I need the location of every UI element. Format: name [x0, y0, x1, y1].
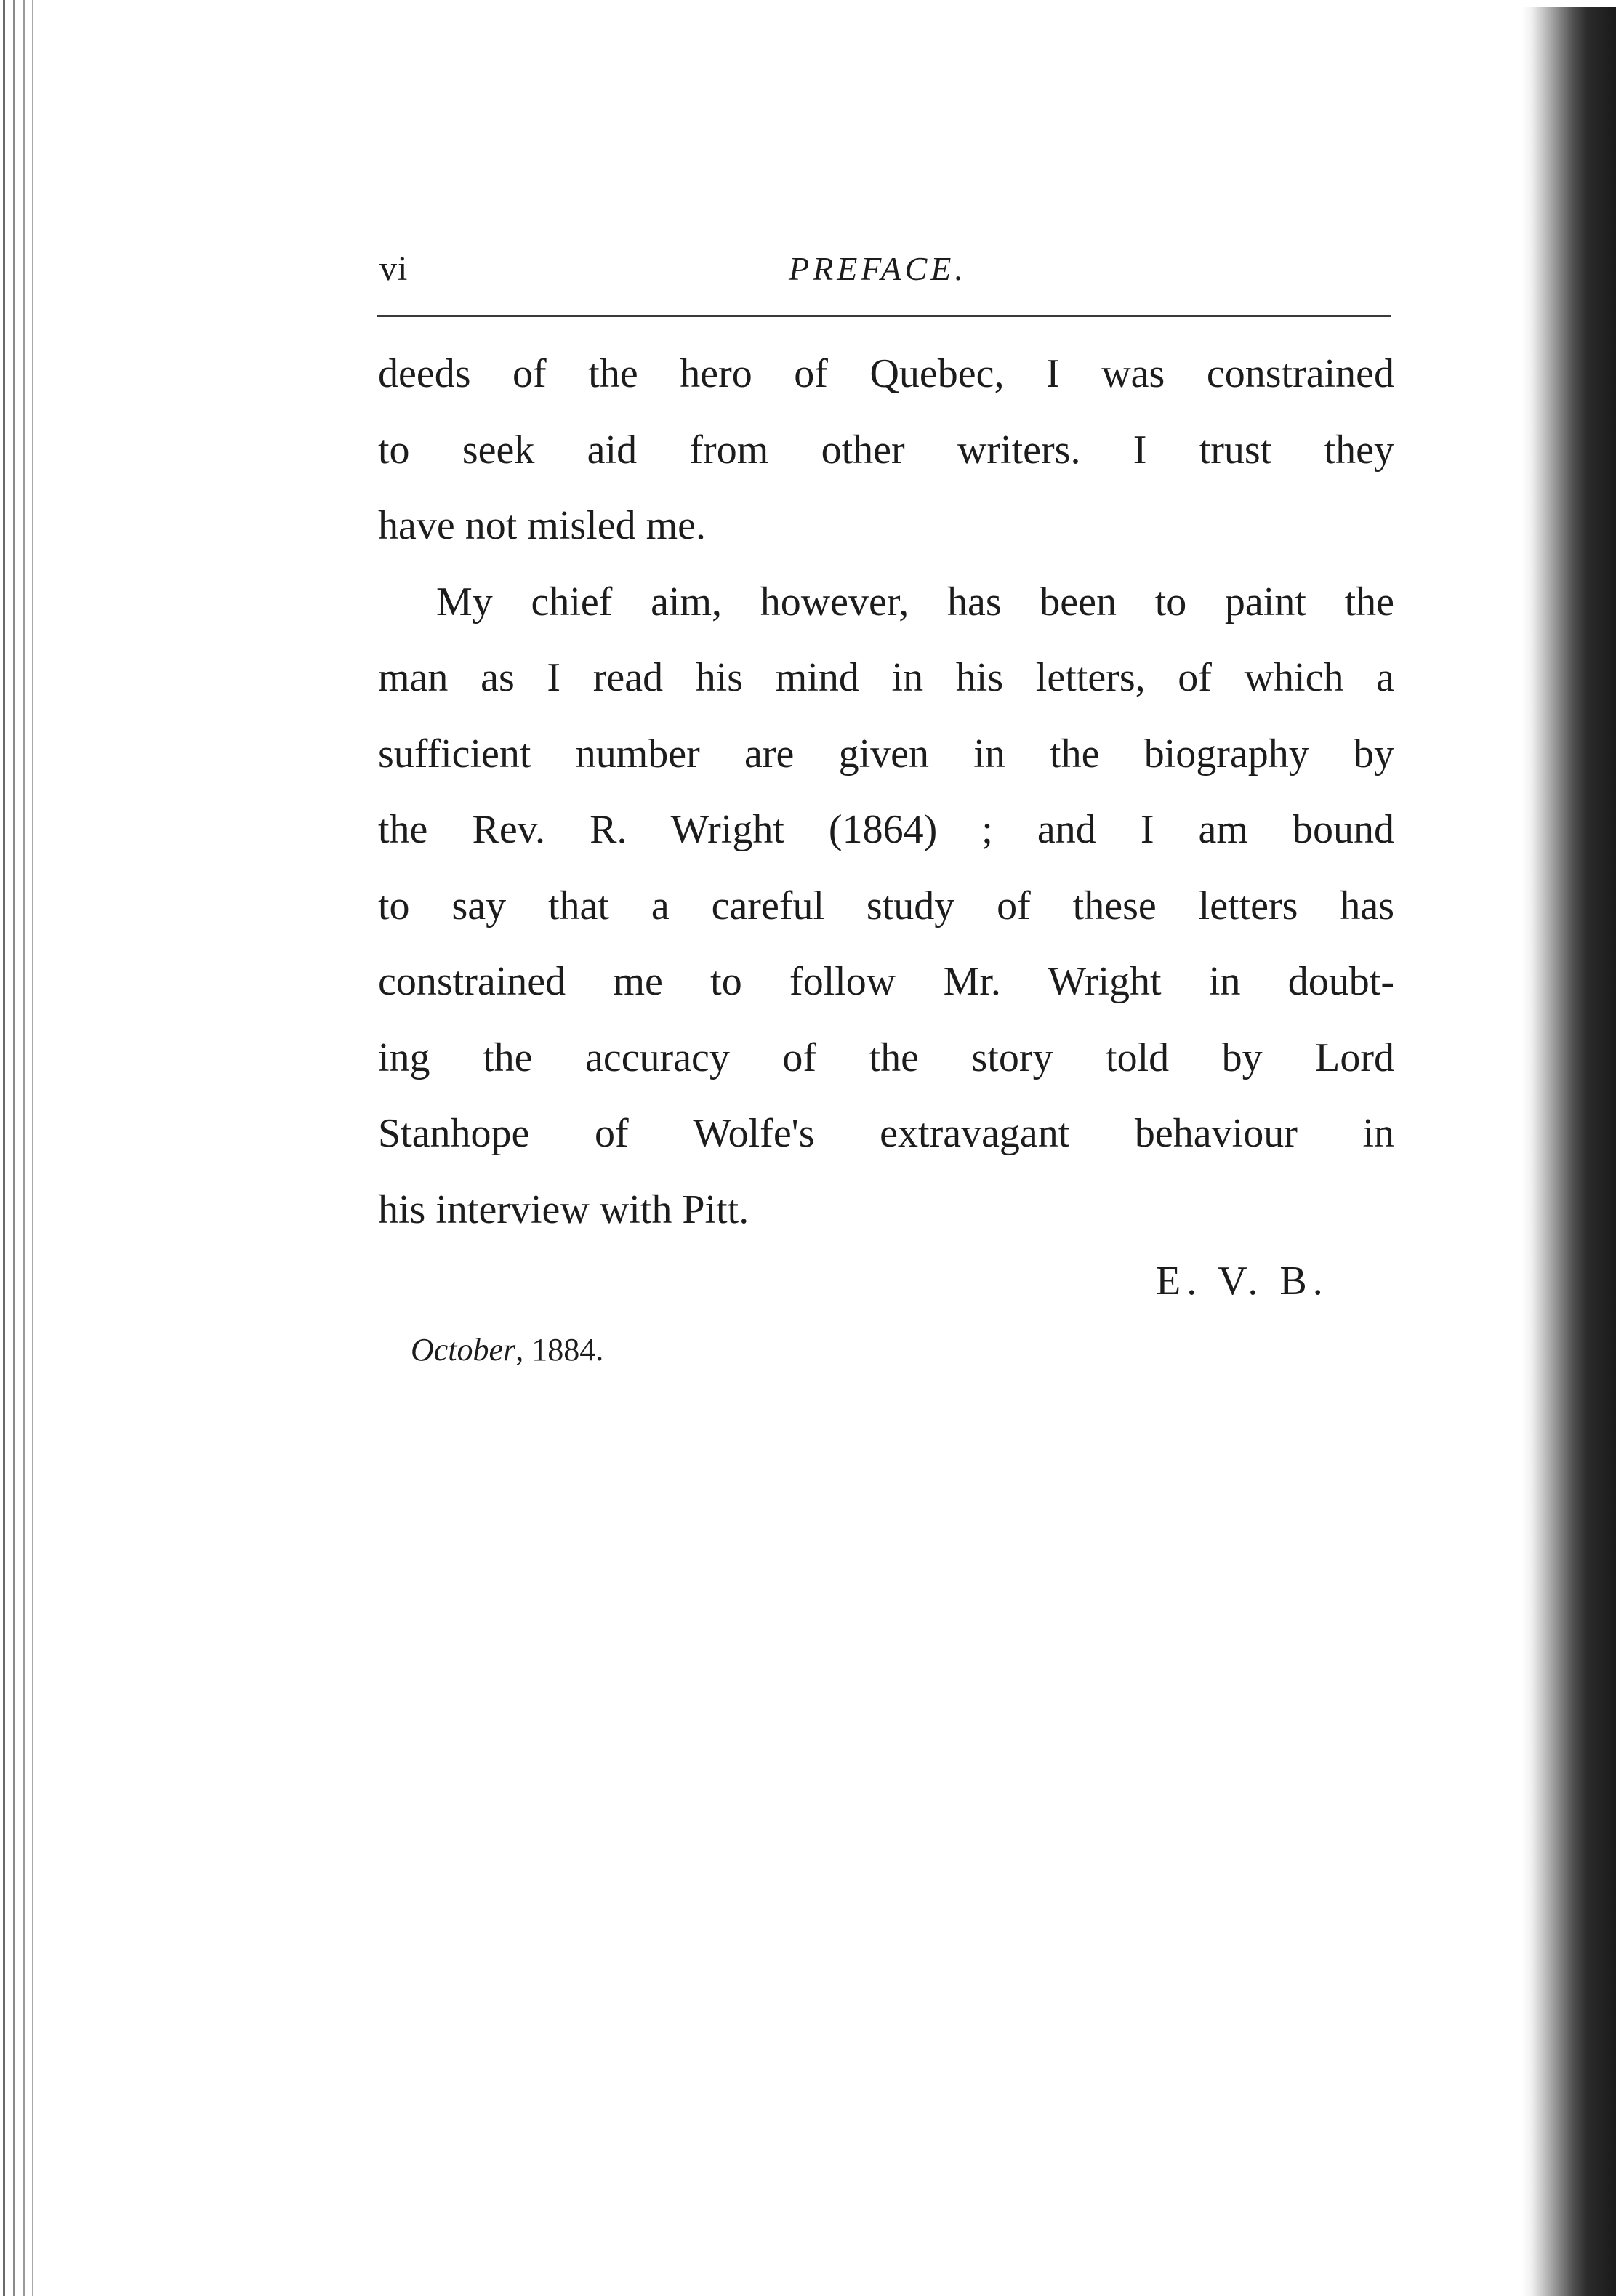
text-line: My chief aim, however, has been to paint the: [436, 579, 1394, 625]
text-line: sufficient number are given in the biography by: [378, 731, 1394, 776]
dateline-month: October: [411, 1332, 516, 1368]
text-line: have not misled me.: [378, 503, 707, 548]
text-line: the Rev. R. Wright (1864) ; and I am bound: [378, 807, 1394, 852]
text-line: constrained me to follow Mr. Wright in doubt-: [378, 959, 1394, 1004]
text-line: ing the accuracy of the story told by Lord: [378, 1035, 1394, 1080]
page-edge-line: [13, 0, 15, 2296]
running-head-title: PREFACE.: [789, 250, 967, 287]
page-edge-line: [32, 0, 33, 2296]
body-text: [378, 336, 1394, 1248]
text-line: his interview with Pitt.: [378, 1187, 749, 1232]
dateline-year: , 1884.: [515, 1332, 604, 1368]
text-line: Stanhope of Wolfe's extravagant behaviour in: [378, 1111, 1394, 1156]
header-rule: [377, 315, 1391, 317]
dateline: [411, 1325, 603, 1376]
page-number: vi: [379, 249, 409, 288]
text-line: deeds of the hero of Quebec, I was constrained: [378, 351, 1394, 396]
page-edge-line: [23, 0, 25, 2296]
text-line: to seek aid from other writers. I trust they: [378, 427, 1394, 473]
book-gutter-shadow: [1521, 7, 1616, 2296]
author-signature: E. V. B.: [1156, 1259, 1329, 1304]
page-edge-line: [3, 0, 5, 2296]
text-line: to say that a careful study of these letters has: [378, 883, 1394, 928]
text-line: man as I read his mind in his letters, of which a: [378, 655, 1394, 700]
running-head: [0, 247, 1616, 291]
